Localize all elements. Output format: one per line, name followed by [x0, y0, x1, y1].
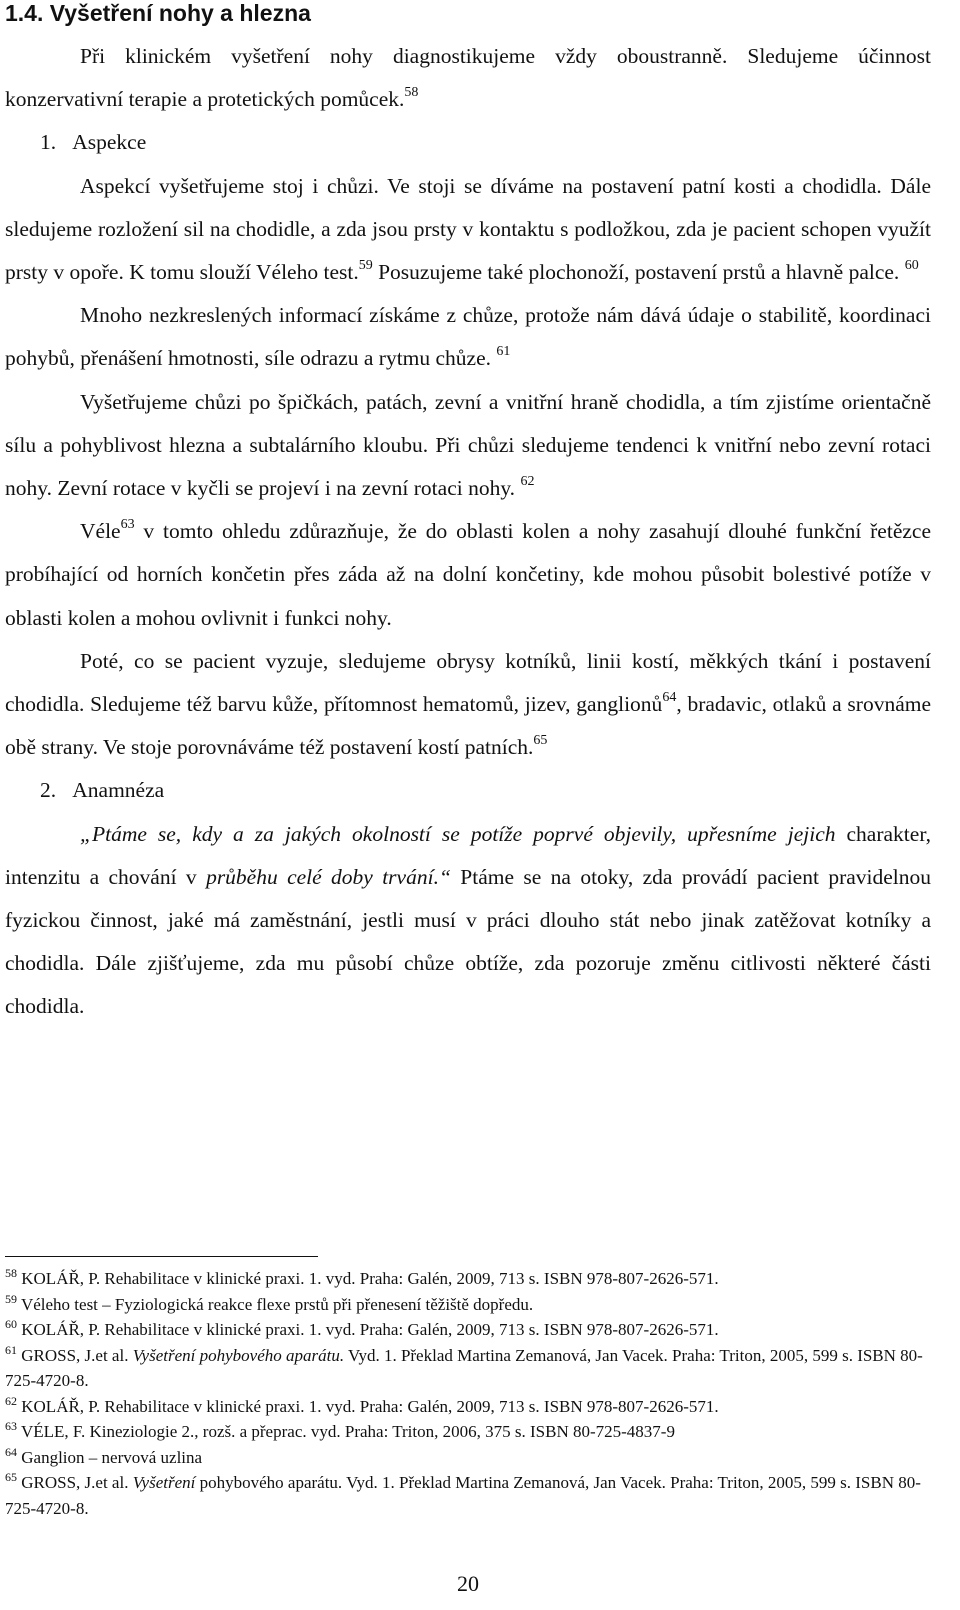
- footnote-item: [5, 1470, 931, 1521]
- footnote-ref: 64: [662, 690, 677, 706]
- footnote-separator: [5, 1256, 318, 1257]
- footnote-ref: 65: [533, 733, 548, 749]
- footnote-number: 59: [5, 1291, 17, 1306]
- footnote-item: [5, 1343, 931, 1394]
- footnote-ref: 63: [120, 517, 135, 533]
- page-number: 20: [457, 1571, 479, 1596]
- footnote-text: KOLÁŘ, P. Rehabilitace v klinické praxi. 1. vyd. Praha: Galén, 2009, 713 s. ISBN 978-807-2626-571.: [21, 1396, 719, 1416]
- paragraph-text: v tomto ohledu zdůrazňuje, že do oblasti kolen a nohy zasahují dlouhé funkční řetězce probíhající od horních končetin přes záda až na dolní končetiny, kde mohou působit bolestivé potíže v oblasti kolen a mohou ovlivnit i funkci nohy.: [5, 519, 931, 630]
- paragraph-text: , bradavic, otlaků a srovnáme obě strany. Ve stoje porovnáváme též postavení kostí patních.: [5, 692, 931, 760]
- paragraph: [5, 510, 931, 640]
- list-label: Anamnéza: [72, 778, 165, 803]
- list-number: 1.: [40, 130, 57, 155]
- paragraph-text: Aspekcí vyšetřujeme stoj i chůzi. Ve stoji se díváme na postavení patní kosti a chodidla. Dále sledujeme rozložení sil na chodidle, a zda jsou prsty v kontaktu s podložkou, zda je pacient schopen využít prsty v opoře. K tomu slouží Véleho test.: [5, 173, 931, 285]
- list-number: 2.: [40, 778, 57, 803]
- footnote-text: KOLÁŘ, P. Rehabilitace v klinické praxi. 1. vyd. Praha: Galén, 2009, 713 s. ISBN 978-807-2626-571.: [21, 1320, 719, 1339]
- paragraph-text: Ptáme se na otoky, zda provádí pacient pravidelnou fyzickou činnost, jaké má zaměstnání, jestli musí v práci dlouho stát nebo jinak zatěžovat kotníky a chodidla. Dále zjišťujeme, zda mu působí chůze obtíže, zda pozoruje změnu citlivosti některé části chodidla.: [5, 864, 932, 1019]
- paragraph-text: Posuzujeme také plochonoží, postavení prstů a hlavně palce.: [378, 260, 900, 285]
- quoted-text: „Ptáme se, kdy a za jakých okolností se potíže poprvé objevily, upřesníme jejich: [80, 821, 836, 846]
- paragraph-text: Mnoho nezkreslených informací získáme z chůze, protože nám dává údaje o stabilitě, koordinaci pohybů, přenášení hmotnosti, síle odrazu a rytmu chůze.: [5, 303, 931, 371]
- footnote-ref: 59: [358, 258, 373, 274]
- footnote-ref: 61: [496, 344, 511, 360]
- footnote-number: 65: [5, 1470, 17, 1484]
- footnote-text: Ganglion – nervová uzlina: [21, 1447, 203, 1467]
- footnote-item: [5, 1394, 931, 1420]
- footnote-ref: 58: [404, 85, 419, 101]
- list-label: Aspekce: [72, 130, 147, 155]
- footnote-text: GROSS, J.et al.: [21, 1473, 129, 1492]
- body-text: [5, 35, 931, 1029]
- footnote-item: [5, 1445, 931, 1471]
- footnote-text: KOLÁŘ, P. Rehabilitace v klinické praxi. 1. vyd. Praha: Galén, 2009, 713 s. ISBN 978-807-2626-571.: [21, 1269, 719, 1288]
- paragraph: [5, 294, 931, 380]
- list-item-aspekce: [5, 121, 931, 164]
- footnote-text: Véleho test – Fyziologická reakce flexe prstů při přenesení těžiště dopředu.: [20, 1294, 534, 1314]
- footnote-text: pohybového aparátu. Vyd. 1. Překlad Martina Zemanová, Jan Vacek. Praha: Triton, 2005, 599 s. ISBN 80-725-4720-8.: [5, 1473, 921, 1518]
- paragraph: [5, 640, 931, 770]
- footnote-number: 58: [5, 1266, 17, 1280]
- paragraph-text: Při klinickém vyšetření nohy diagnostikujeme vždy oboustranně. Sledujeme účinnost konzervativní terapie a protetických pomůcek.: [5, 44, 931, 112]
- paragraph: [5, 813, 931, 1029]
- paragraph: [5, 165, 931, 295]
- footnote-ref: 62: [520, 474, 535, 490]
- paragraph-text: charakter, intenzitu a chování v: [5, 821, 931, 889]
- footnotes: [5, 1266, 931, 1521]
- paragraph-text: Véle: [80, 519, 121, 544]
- footnote-item: [5, 1317, 931, 1343]
- footnote-text: Vyd. 1. Překlad Martina Zemanová, Jan Vacek. Praha: Triton, 2005, 599 s. ISBN 80-725-4720-8.: [5, 1345, 923, 1390]
- footnote-item: [5, 1292, 931, 1318]
- footnote-item: [5, 1419, 931, 1445]
- footnote-ref: 60: [904, 258, 919, 274]
- footnote-number: 61: [5, 1342, 17, 1357]
- footnote-title: Vyšetření pohybového aparátu.: [132, 1345, 345, 1365]
- footnote-text: VÉLE, F. Kineziologie 2., rozš. a přeprac. vyd. Praha: Triton, 2006, 375 s. ISBN 80-725-4837-9: [20, 1422, 675, 1441]
- list-item-anamneza: [5, 769, 931, 812]
- paragraph-text: Poté, co se pacient vyzuje, sledujeme obrysy kotníků, linii kostí, měkkých tkání i postavení chodidla. Sledujeme též barvu kůže, přítomnost hematomů, jizev, ganglionů: [5, 648, 931, 717]
- footnote-text: GROSS, J.et al.: [21, 1345, 129, 1365]
- section-heading: 1.4. Vyšetření nohy a hlezna: [5, 0, 311, 26]
- paragraph: [5, 381, 931, 511]
- footnote-number: 62: [5, 1393, 17, 1408]
- paragraph: [5, 35, 931, 121]
- footnote-number: 63: [5, 1419, 17, 1433]
- footnote-title: Vyšetření: [132, 1473, 196, 1492]
- footnote-item: [5, 1266, 931, 1292]
- footnote-number: 60: [5, 1317, 17, 1331]
- quoted-text: průběhu celé doby trvání.“: [206, 864, 451, 889]
- paragraph-text: Vyšetřujeme chůzi po špičkách, patách, zevní a vnitřní hraně chodidla, a tím zjistíme orientačně sílu a pohyblivost hlezna a subtalárního kloubu. Při chůzi sledujeme tendenci k vnitřní nebo zevní rotaci nohy. Zevní rotace v kyčli se projeví i na zevní rotaci nohy.: [5, 389, 931, 501]
- footnote-number: 64: [5, 1444, 17, 1459]
